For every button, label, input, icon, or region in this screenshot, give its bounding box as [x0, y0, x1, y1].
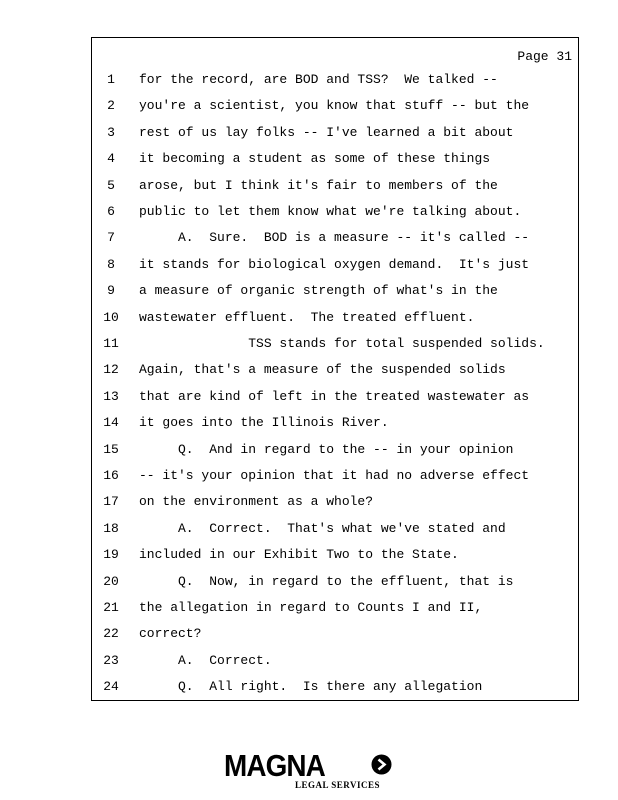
line-text: it goes into the Illinois River. — [139, 415, 389, 431]
transcript-line — [0, 467, 618, 485]
line-number: 21 — [103, 600, 119, 615]
transcript-line — [0, 361, 618, 379]
transcript-line — [0, 599, 618, 617]
line-text: public to let them know what we're talking about. — [139, 204, 522, 219]
transcript-line — [0, 546, 618, 564]
line-number: 24 — [103, 679, 119, 695]
line-number: 16 — [103, 468, 119, 483]
line-text: A. Correct. That's what we've stated and — [139, 520, 506, 536]
line-text: TSS stands for total suspended solids. — [139, 336, 545, 351]
line-number: 23 — [103, 652, 119, 668]
transcript-line — [0, 335, 618, 353]
chevron-right-circle-icon — [371, 754, 392, 775]
transcript-line — [0, 97, 618, 115]
transcript-line — [0, 625, 618, 643]
transcript-line — [0, 309, 618, 327]
line-text: the allegation in regard to Counts I and II, — [139, 600, 483, 615]
transcript-line — [0, 282, 618, 300]
transcript-line — [0, 678, 618, 696]
line-text: correct? — [139, 626, 202, 642]
transcript-line — [0, 414, 618, 432]
transcript-line — [0, 150, 618, 168]
line-number: 2 — [107, 98, 115, 114]
magna-logo — [224, 749, 394, 791]
logo-wordmark: MAGNA — [224, 748, 325, 783]
line-text: it stands for biological oxygen demand. It's just — [139, 256, 530, 272]
line-text: Again, that's a measure of the suspended solids — [139, 362, 506, 378]
transcript-line — [0, 520, 618, 538]
line-text: wastewater effluent. The treated effluent. — [139, 309, 475, 325]
transcript-line — [0, 388, 618, 406]
line-text: on the environment as a whole? — [139, 494, 374, 510]
line-text: that are kind of left in the treated wastewater as — [139, 388, 530, 404]
line-text: you're a scientist, you know that stuff -- but the — [139, 98, 530, 114]
line-text: Q. Now, in regard to the effluent, that is — [139, 573, 514, 589]
line-number: 6 — [107, 204, 115, 219]
line-number: 7 — [107, 230, 115, 246]
line-number: 17 — [103, 494, 119, 510]
line-text: -- it's your opinion that it had no adverse effect — [139, 468, 530, 483]
logo-subtitle: LEGAL SERVICES — [295, 780, 380, 790]
line-number: 18 — [103, 520, 119, 536]
line-number: 20 — [103, 573, 119, 589]
line-number: 3 — [107, 124, 115, 140]
transcript-line — [0, 441, 618, 459]
line-text: Q. And in regard to the -- in your opinion — [139, 441, 514, 457]
page-number: Page 31 — [517, 49, 572, 64]
transcript-line — [0, 177, 618, 195]
line-number: 22 — [103, 626, 119, 642]
transcript-line — [0, 124, 618, 142]
line-number: 12 — [103, 362, 119, 378]
line-number: 10 — [103, 309, 119, 325]
transcript-line — [0, 652, 618, 670]
line-number: 19 — [103, 547, 119, 563]
line-number: 4 — [107, 151, 115, 167]
line-number: 5 — [107, 177, 115, 193]
line-text: A. Correct. — [139, 652, 272, 668]
line-number: 1 — [107, 72, 115, 87]
line-text: rest of us lay folks -- I've learned a bit about — [139, 124, 514, 140]
line-text: a measure of organic strength of what's in the — [139, 283, 498, 299]
line-text: for the record, are BOD and TSS? We talked -- — [139, 72, 498, 87]
line-number: 8 — [107, 256, 115, 272]
line-text: it becoming a student as some of these things — [139, 151, 491, 167]
line-number: 11 — [103, 336, 119, 351]
line-number: 15 — [103, 441, 119, 457]
transcript-line — [0, 493, 618, 511]
transcript-line — [0, 573, 618, 591]
transcript-line — [0, 203, 618, 221]
line-text: included in our Exhibit Two to the State. — [139, 547, 459, 563]
transcript-line — [0, 229, 618, 247]
line-text: A. Sure. BOD is a measure -- it's called -- — [139, 230, 530, 246]
line-text: arose, but I think it's fair to members of the — [139, 177, 498, 193]
line-text: Q. All right. Is there any allegation — [139, 679, 483, 695]
line-number: 13 — [103, 388, 119, 404]
line-number: 9 — [107, 283, 115, 299]
transcript-line — [0, 256, 618, 274]
line-number: 14 — [103, 415, 119, 431]
transcript-line — [0, 71, 618, 89]
